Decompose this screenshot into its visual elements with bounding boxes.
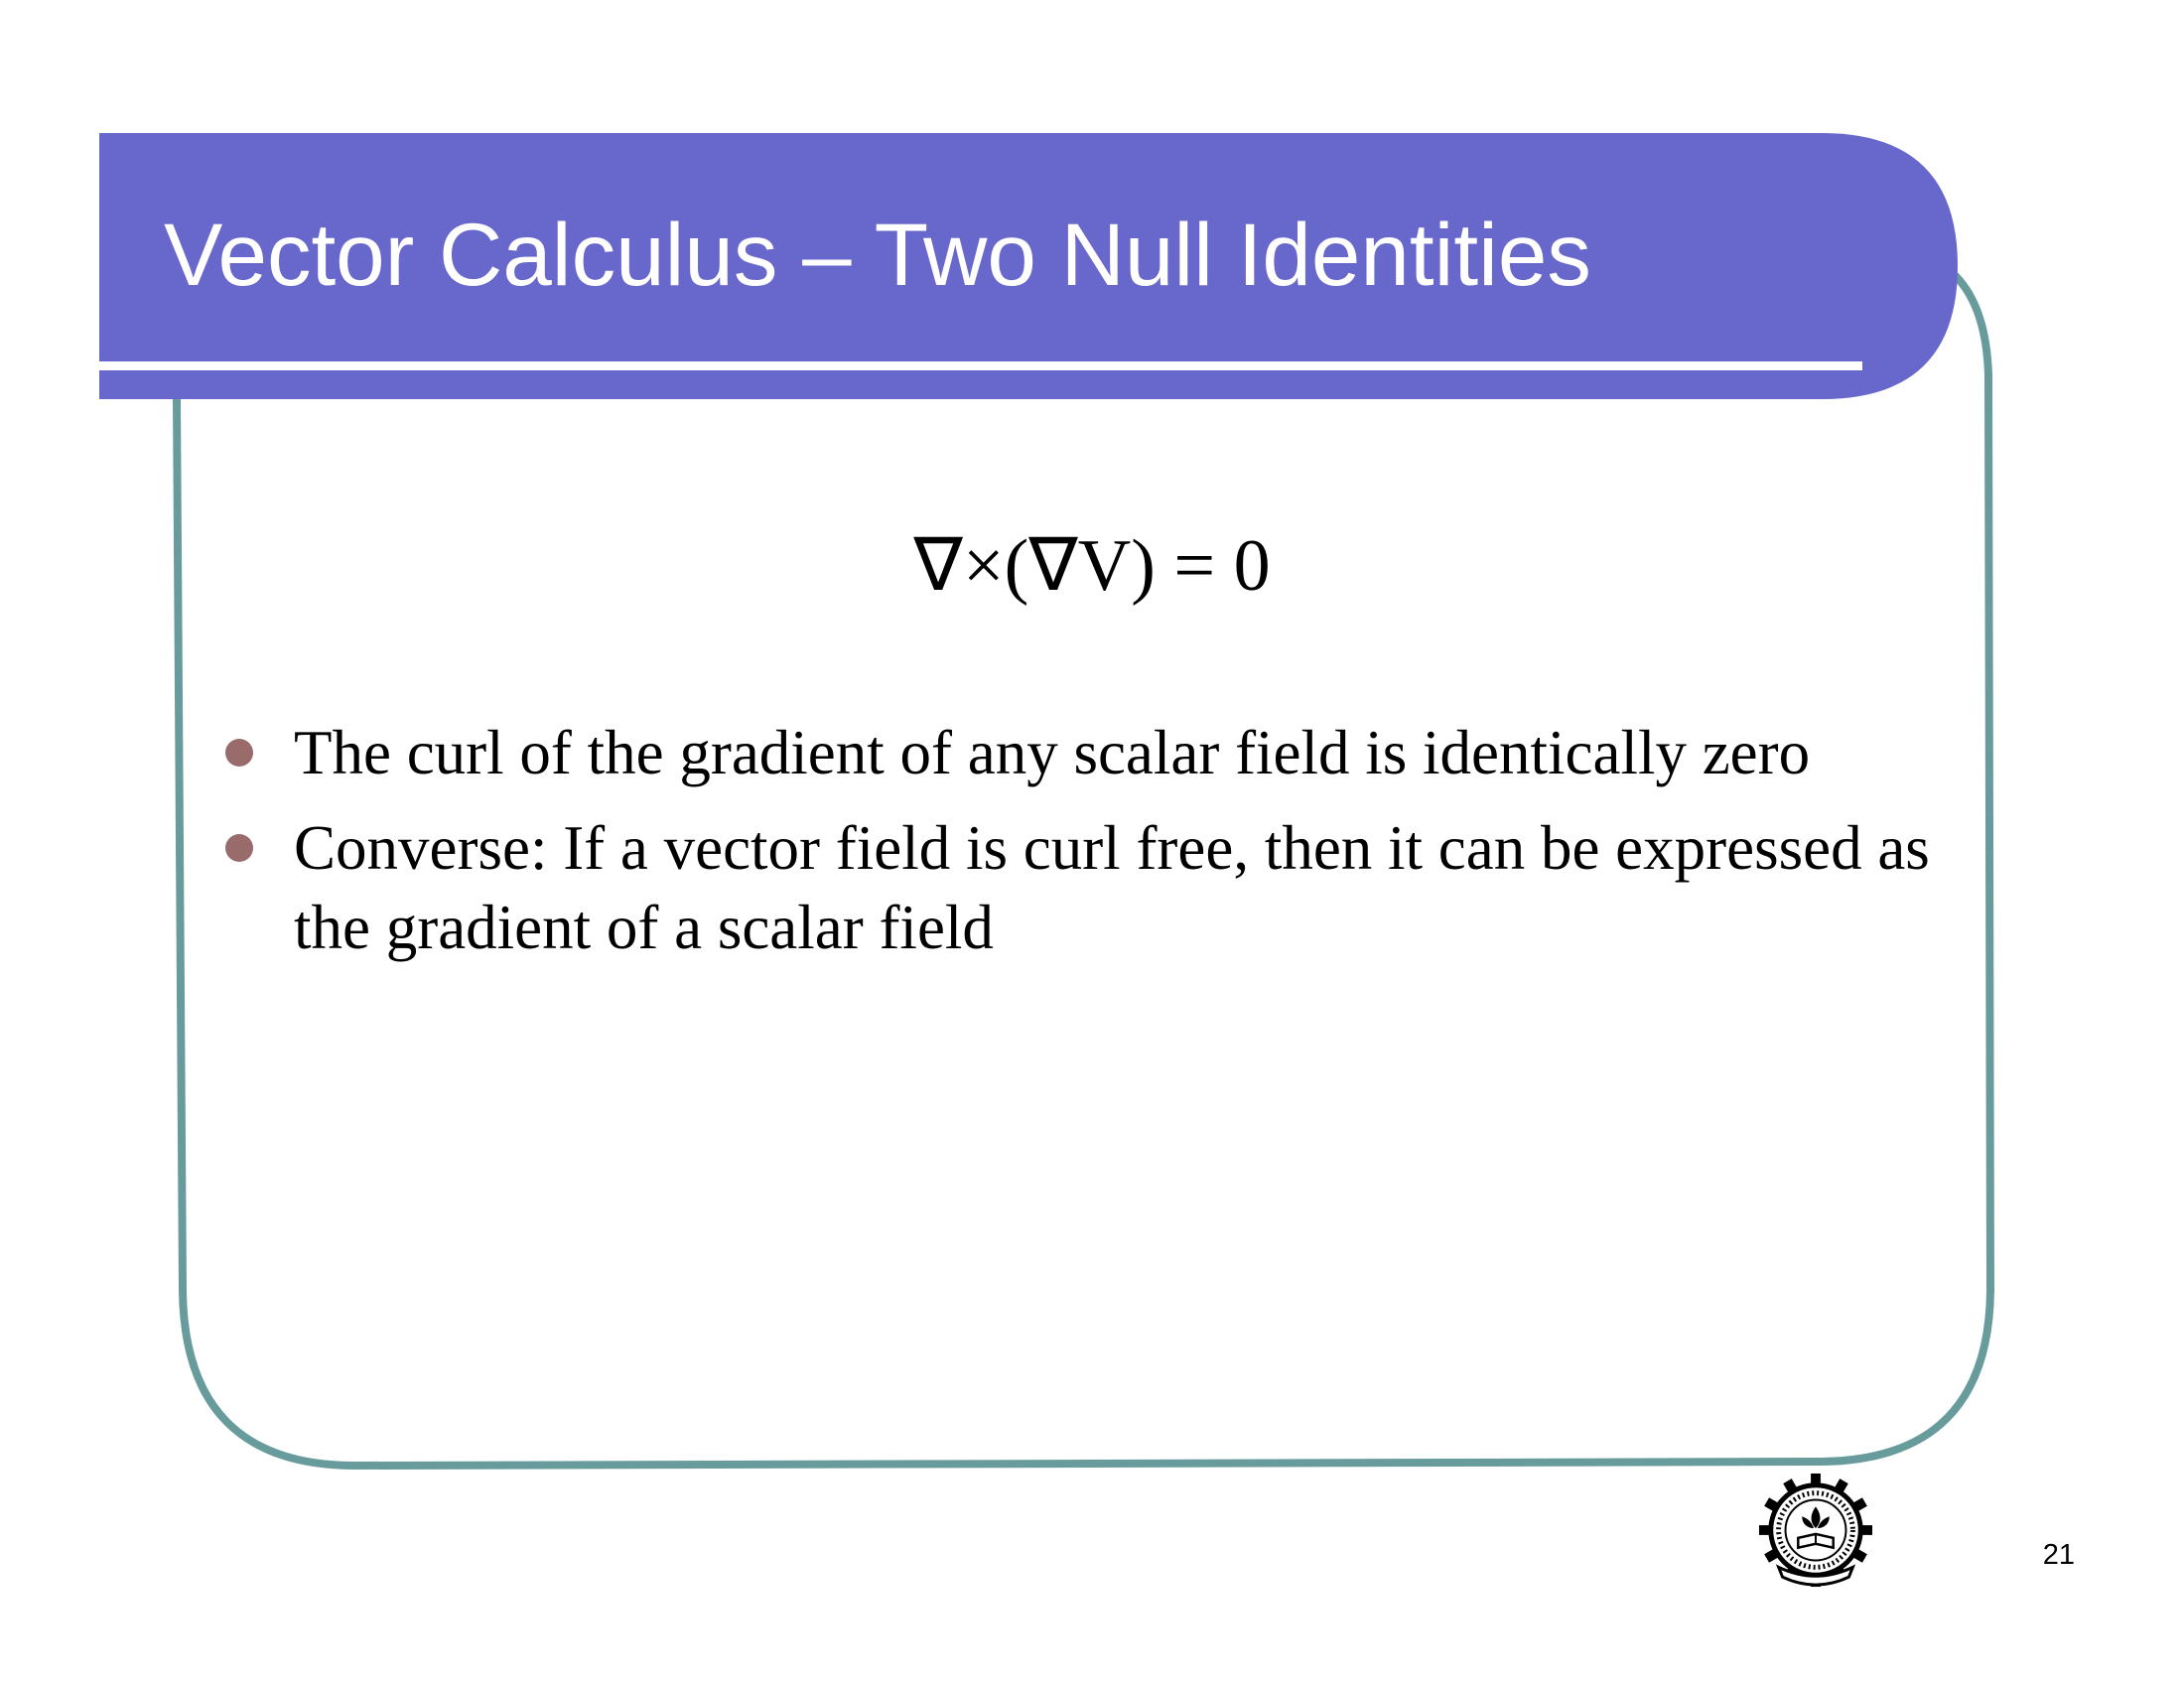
bullet-text: Converse: If a vector field is curl free, then it can be expressed as the gradient of a scalar field xyxy=(294,813,1930,962)
title-underline xyxy=(99,361,1862,370)
institute-emblem-gear-icon xyxy=(1757,1472,1874,1589)
slide-title: Vector Calculus – Two Null Identities xyxy=(164,205,1591,304)
round-bullet-icon xyxy=(225,834,253,862)
equation: ∇×(∇V) = 0 xyxy=(913,525,1271,607)
page-number: 21 xyxy=(2042,1539,2075,1571)
round-bullet-icon xyxy=(225,739,253,767)
bullet-text: The curl of the gradient of any scalar field is identically zero xyxy=(294,718,1811,787)
bullet-item xyxy=(294,808,1981,967)
bullet-item xyxy=(294,713,1981,792)
